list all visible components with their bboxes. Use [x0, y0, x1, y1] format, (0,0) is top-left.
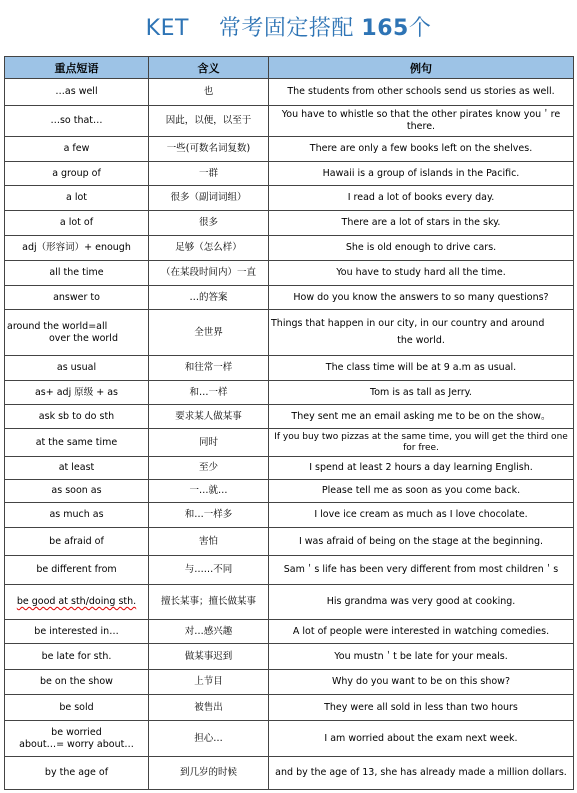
- meaning-cell: …的答案: [149, 286, 269, 310]
- phrase-line: be worried: [51, 726, 102, 738]
- example-line: the world.: [397, 335, 445, 346]
- phrase-cell: [5, 585, 149, 620]
- table-row: [5, 137, 574, 162]
- meaning-cell: 擅长某事；擅长做某事: [149, 585, 269, 620]
- table-row: [5, 757, 574, 790]
- example-cell: You mustn＇t be late for your meals.: [269, 644, 574, 670]
- phrase-cell: all the time: [5, 261, 149, 286]
- example-cell: There are a lot of stars in the sky.: [269, 211, 574, 236]
- title-count: 165: [361, 16, 409, 41]
- meaning-cell: 要求某人做某事: [149, 405, 269, 429]
- meaning-cell: 一群: [149, 162, 269, 186]
- meaning-cell: 害怕: [149, 528, 269, 556]
- table-row: [5, 528, 574, 556]
- example-cell: How do you know the answers to so many questions?: [269, 286, 574, 310]
- example-cell: Tom is as tall as Jerry.: [269, 381, 574, 405]
- phrase-cell: be on the show: [5, 670, 149, 695]
- table-row: [5, 162, 574, 186]
- table-row: [5, 721, 574, 757]
- table-row: [5, 503, 574, 528]
- meaning-cell: 与……不同: [149, 556, 269, 585]
- phrase-cell: at least: [5, 457, 149, 480]
- example-cell: I spend at least 2 hours a day learning English.: [269, 457, 574, 480]
- meaning-cell: 和往常一样: [149, 356, 269, 381]
- phrase-cell: a few: [5, 137, 149, 162]
- example-cell: She is old enough to drive cars.: [269, 236, 574, 261]
- meaning-cell: 和…一样: [149, 381, 269, 405]
- table-row: [5, 405, 574, 429]
- phrase-cell: …so that…: [5, 106, 149, 137]
- table-row: [5, 310, 574, 356]
- title-suffix: 个: [408, 16, 432, 41]
- phrase-line: about…= worry about…: [19, 738, 134, 750]
- meaning-cell: 很多: [149, 211, 269, 236]
- example-cell: Why do you want to be on this show?: [269, 670, 574, 695]
- example-cell: They sent me an email asking me to be on the show。: [269, 405, 574, 429]
- phrase-text: be good at sth/doing sth.: [16, 596, 137, 607]
- phrase-cell: as much as: [5, 503, 149, 528]
- meaning-cell: 也: [149, 79, 269, 106]
- table-row: [5, 106, 574, 137]
- phrase-cell: by the age of: [5, 757, 149, 790]
- table-row: [5, 429, 574, 457]
- example-cell: There are only a few books left on the shelves.: [269, 137, 574, 162]
- example-cell: I was afraid of being on the stage at the beginning.: [269, 528, 574, 556]
- header-phrase: 重点短语: [5, 57, 149, 79]
- phrase-cell: be sold: [5, 695, 149, 721]
- phrase-cell: …as well: [5, 79, 149, 106]
- example-cell: The class time will be at 9 a.m as usual.: [269, 356, 574, 381]
- meaning-cell: 一…就…: [149, 480, 269, 503]
- table-row: [5, 356, 574, 381]
- title-prefix: KET 常考固定搭配: [145, 16, 354, 41]
- table-row: [5, 236, 574, 261]
- phrase-cell: as usual: [5, 356, 149, 381]
- header-meaning: 含义: [149, 57, 269, 79]
- example-line: Things that happen in our city, in our country and around: [271, 318, 545, 329]
- phrase-cell: a group of: [5, 162, 149, 186]
- meaning-cell: 至少: [149, 457, 269, 480]
- table-row: [5, 556, 574, 585]
- example-cell: Sam＇s life has been very different from most children＇s: [269, 556, 574, 585]
- table-row: [5, 670, 574, 695]
- example-cell: [269, 310, 574, 356]
- meaning-cell: 到几岁的时候: [149, 757, 269, 790]
- phrase-cell: be interested in…: [5, 620, 149, 644]
- table-row: [5, 457, 574, 480]
- table-row: [5, 480, 574, 503]
- phrase-cell: ask sb to do sth: [5, 405, 149, 429]
- example-cell: A lot of people were interested in watching comedies.: [269, 620, 574, 644]
- phrase-cell: [5, 721, 149, 757]
- table-header-row: [5, 57, 574, 79]
- meaning-cell: 足够（怎么样）: [149, 236, 269, 261]
- example-cell: I love ice cream as much as I love chocolate.: [269, 503, 574, 528]
- phrase-cell: a lot: [5, 186, 149, 211]
- meaning-cell: 因此，以便，以至于: [149, 106, 269, 137]
- meaning-cell: 全世界: [149, 310, 269, 356]
- meaning-cell: 一些(可数名词复数): [149, 137, 269, 162]
- example-cell: They were all sold in less than two hours: [269, 695, 574, 721]
- phrase-cell: [5, 310, 149, 356]
- meaning-cell: 担心…: [149, 721, 269, 757]
- example-cell: If you buy two pizzas at the same time, you will get the third one for free.: [269, 429, 574, 457]
- example-cell: Please tell me as soon as you come back.: [269, 480, 574, 503]
- meaning-cell: 被售出: [149, 695, 269, 721]
- meaning-cell: 很多（副词词组）: [149, 186, 269, 211]
- table-row: [5, 186, 574, 211]
- meaning-cell: 同时: [149, 429, 269, 457]
- phrase-cell: be different from: [5, 556, 149, 585]
- example-cell: and by the age of 13, she has already made a million dollars.: [269, 757, 574, 790]
- phrase-line: over the world: [49, 332, 118, 344]
- table-row: [5, 381, 574, 405]
- phrase-cell: be late for sth.: [5, 644, 149, 670]
- table-row: [5, 695, 574, 721]
- phrase-cell: adj（形容词）+ enough: [5, 236, 149, 261]
- example-cell: You have to study hard all the time.: [269, 261, 574, 286]
- phrase-cell: be afraid of: [5, 528, 149, 556]
- phrase-cell: as soon as: [5, 480, 149, 503]
- example-cell: The students from other schools send us stories as well.: [269, 79, 574, 106]
- table-row: [5, 261, 574, 286]
- example-cell: You have to whistle so that the other pirates know you＇re there.: [269, 106, 574, 137]
- meaning-cell: 上节目: [149, 670, 269, 695]
- example-cell: Hawaii is a group of islands in the Pacific.: [269, 162, 574, 186]
- page-title: [4, 6, 573, 52]
- phrase-cell: answer to: [5, 286, 149, 310]
- header-example: 例句: [269, 57, 574, 79]
- example-cell: I read a lot of books every day.: [269, 186, 574, 211]
- phrase-cell: a lot of: [5, 211, 149, 236]
- table-row: [5, 620, 574, 644]
- phrase-table: [4, 56, 574, 790]
- meaning-cell: 对…感兴趣: [149, 620, 269, 644]
- meaning-cell: 和…一样多: [149, 503, 269, 528]
- table-row: [5, 286, 574, 310]
- example-cell: His grandma was very good at cooking.: [269, 585, 574, 620]
- phrase-cell: at the same time: [5, 429, 149, 457]
- phrase-cell: as+ adj 原级 + as: [5, 381, 149, 405]
- table-row: [5, 79, 574, 106]
- phrase-line: around the world=all: [7, 320, 108, 332]
- example-cell: I am worried about the exam next week.: [269, 721, 574, 757]
- table-row: [5, 585, 574, 620]
- table-row: [5, 211, 574, 236]
- table-row: [5, 644, 574, 670]
- meaning-cell: （在某段时间内）一直: [149, 261, 269, 286]
- meaning-cell: 做某事迟到: [149, 644, 269, 670]
